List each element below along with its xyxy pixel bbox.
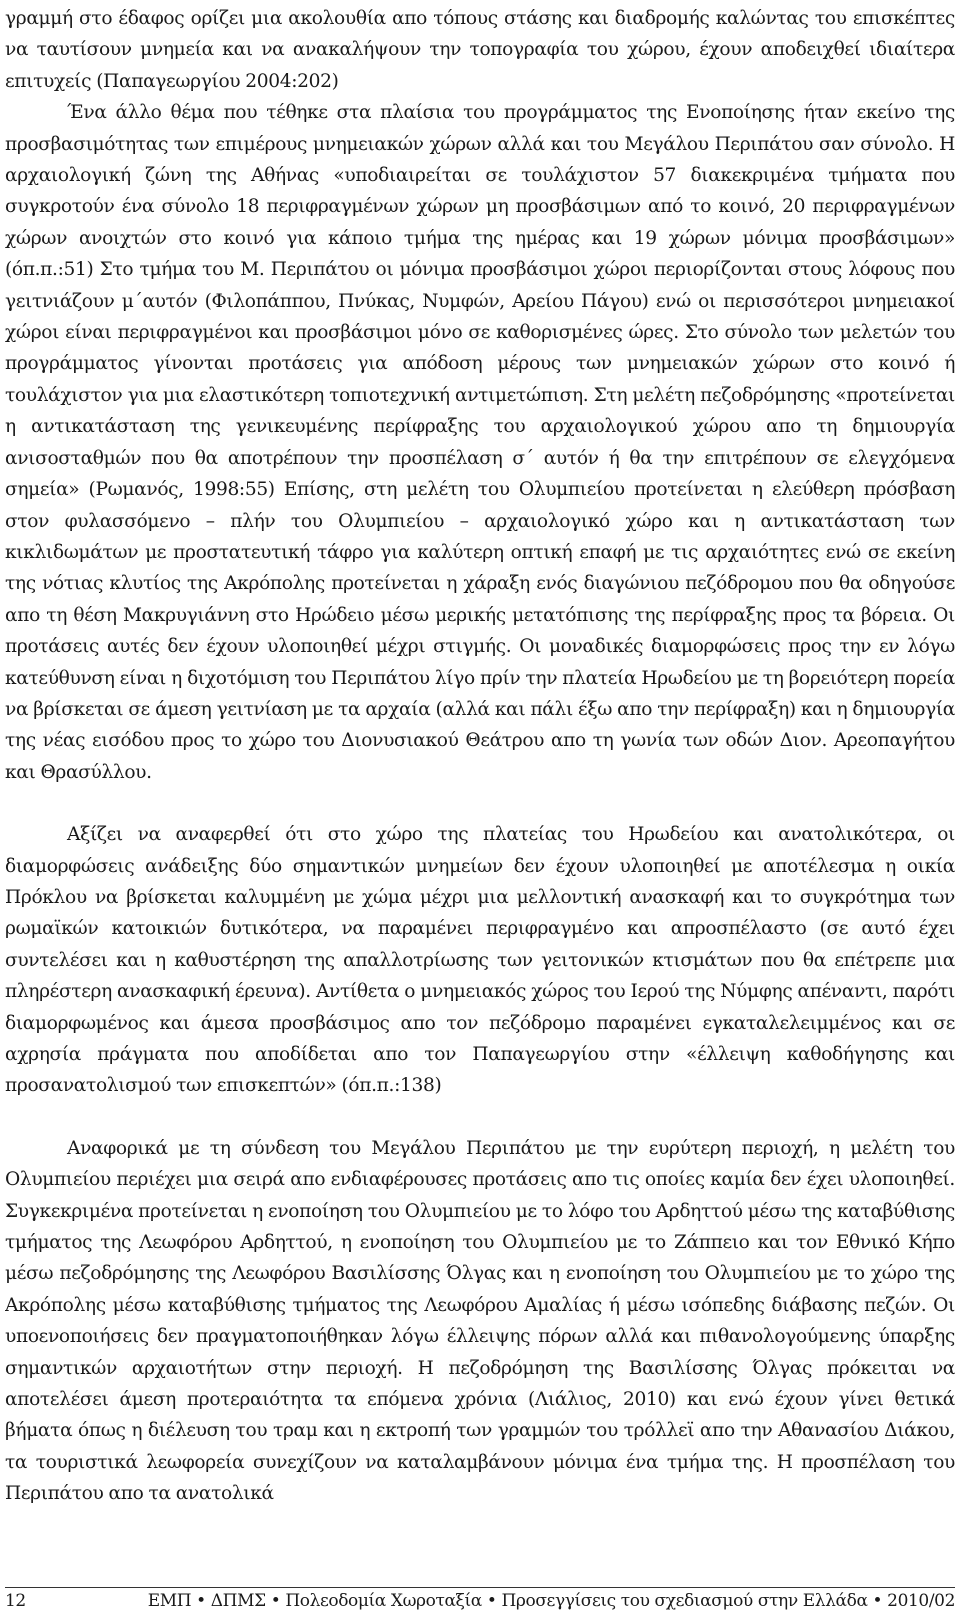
body-text <box>5 3 955 1510</box>
paragraph-herodeion-square: Αξίζει να αναφερθεί ότι στο χώρο της πλατείας του Ηρωδείου και ανατολικότερα, οι διαμορφώσεις ανάδειξης δύο σημαντικών μνημείων δεν έχουν υλοποιηθεί με αποτέλεσμα η οικία Πρόκλου να βρίσκεται καλυμμένη με χώμα μέχρι μια μελλοντική ανασκαφή και το συγκρότημα των ρωμαϊκών κατοικιών δυτικότερα, να παραμένει περιφραγμένο και απροσπέλαστο (σε αυτό έχει συντελέσει και η καθυστέρηση της απαλλοτρίωσης των γειτονικών κτισμάτων που θα επέτρεπε μια πληρέστερη ανασκαφική έρευνα). Αντίθετα ο μνημειακός χώρος του Ιερού της Νύμφης απέναντι, παρότι διαμορφωμένος και άμεσα προσβάσιμος απο τον πεζόδρομο παραμένει εγκαταλελειμμένος και σε αχρησία πράγματα που αποδίδεται απο τον Παπαγεωργίου στην «έλλειψη καθοδήγησης και προσανατολισμού των επισκεπτών» (όπ.π.:138) <box>5 824 955 1097</box>
footer-divider <box>5 1587 955 1588</box>
page-footer <box>5 1591 955 1615</box>
paragraph-wider-area-connection: Αναφορικά με τη σύνδεση του Μεγάλου Περιπάτου με την ευρύτερη περιοχή, η μελέτη του Ολυμπιείου περιέχει μια σειρά απο ενδιαφέρουσες προτάσεις απο τις οποίες καμία δεν έχει υλοποιηθεί. Συγκεκριμένα προτείνεται η ενοποίηση του Ολυμπιείου με το λόφο του Αρδηττού μέσω της καταβύθισης τμήματος της Λεωφόρου Αρδηττού, η ενοποίηση του Ολυμπιείου με το Ζάππειο και τον Εθνικό Κήπο μέσω πεζοδρόμησης της Λεωφόρου Βασιλίσσης Όλγας και η ενοποίηση του Ολυμπιείου με το χώρο της Ακρόπολης μέσω καταβύθισης τμήματος της Λεωφόρου Αμαλίας ή μέσω ισόπεδης διάβασης πεζών. Οι υποενοποιήσεις δεν πραγματοποιήθηκαν λόγω έλλειψης πόρων αλλά και πιθανολογούμενης ύπαρξης σημαντικών αρχαιοτήτων στην περιοχή. Η πεζοδρόμηση της Βασιλίσσης Όλγας πρόκειται να αποτελέσει άμεση προτεραιότητα τα επόμενα χρόνια (Λιάλιος, 2010) και ενώ έχουν γίνει θετικά βήματα όπως η διέλευση του τραμ και η εκτροπή των γραμμών του τρόλλεϊ απο την Αθανασίου Διάκου, τα τουριστικά λεωφορεία συνεχίζουν να καταλαμβάνουν μόνιμα ένα τμήμα της. Η προσπέλαση του Περιπάτου απο τα ανατολικά <box>5 1137 955 1505</box>
paragraph-continuation: γραμμή στο έδαφος ορίζει μια ακολουθία απο τόπους στάσης και διαδρομής καλώντας του επισκέπτες να ταυτίσουν μνημεία και να ανακαλήψουν την τοπογραφία του χώρου, έχουν αποδειχθεί ιδιαίτερα επιτυχείς (Παπαγεωργίου 2004:202) <box>5 8 955 92</box>
paragraph-accessibility: Ένα άλλο θέμα που τέθηκε στα πλαίσια του προγράμματος της Ενοποίησης ήταν εκείνο της προσβασιμότητας των επιμέρους μνημειακών χώρων αλλά και του Μεγάλου Περιπάτου σαν σύνολο. Η αρχαιολογική ζώνη της Αθήνας «υποδιαιρείται σε τουλάχιστον 57 διακεκριμένα τμήματα που συγκροτούν ένα σύνολο 18 περιφραγμένων χώρων μη προσβάσιμων από το κοινό, 20 περιφραγμένων χώρων ανοιχτών στο κοινό για κάποιο τμήμα της ημέρας και 19 χώρων μόνιμα προσβάσιμων» (όπ.π.:51) Στο τμήμα του Μ. Περιπάτου οι μόνιμα προσβάσιμοι χώροι περιορίζονται στους λόφους που γειτνιάζουν μ΄αυτόν (Φιλοπάππου, Πνύκας, Νυμφών, Αρείου Πάγου) ενώ οι περισσότεροι μνημειακοί χώροι είναι περιφραγμένοι και προσβάσιμοι μόνο σε καθορισμένες ώρες. Στο σύνολο των μελετών του προγράμματος γίνονται προτάσεις για απόδοση μέρους των μνημειακών χώρων στο κοινό ή τουλάχιστον για μια ελαστικότερη τοπιοτεχνική αντιμετώπιση. Στη μελέτη πεζοδρόμησης «προτείνεται η αντικατάσταση της γενικευμένης περίφραξης του αρχαιολογικού χώρου απο τη δημιουργία ανισοσταθμών που θα αποτρέπουν την προσπέλαση σ΄ αυτόν ή θα την επιτρέπουν σε ελεγχόμενα σημεία» (Ρωμανός, 1998:55) Επίσης, στη μελέτη του Ολυμπιείου προτείνεται η ελεύθερη πρόσβαση στον φυλασσόμενο – πλήν του Ολυμπιείου – αρχαιολογικό χώρο και η αντικατάσταση των κικλιδωμάτων με προστατευτική τάφρο για καλύτερη οπτική επαφή με τις αρχαιότητες ενώ σε εκείνη της νότιας κλυτίος της Ακρόπολης προτείνεται η χάραξη ενός διαγώνιου πεζόδρομου που θα οδηγούσε απο τη θέση Μακρυγιάννη στο Ηρώδειο μέσω μερικής μετατόπισης της περίφραξης προς τα βόρεια. Οι προτάσεις αυτές δεν έχουν υλοποιηθεί μέχρι στιγμής. Οι μοναδικές διαμορφώσεις προς την εν λόγω κατεύθυνση είναι η διχοτόμιση του Περιπάτου λίγο πρίν την πλατεία Ηρωδείου με τη βορειότερη πορεία να βρίσκεται σε άμεση γειτνίαση με τα αρχαία (αλλά και πάλι έξω απο την περίφραξη) και η δημιουργία της νέας εισόδου προς το χώρο του Διονυσιακού Θεάτρου απο τη γωνία των οδών Διον. Αρεοπαγήτου και Θρασύλλου. <box>5 102 955 783</box>
page-number: 12 <box>5 1591 26 1611</box>
document-page <box>5 0 955 1616</box>
running-head: ΕΜΠ • ΔΠΜΣ • Πολεοδομία Χωροταξία • Προσεγγίσεις του σχεδιασμού στην Ελλάδα • 2010/02 <box>147 1591 955 1611</box>
